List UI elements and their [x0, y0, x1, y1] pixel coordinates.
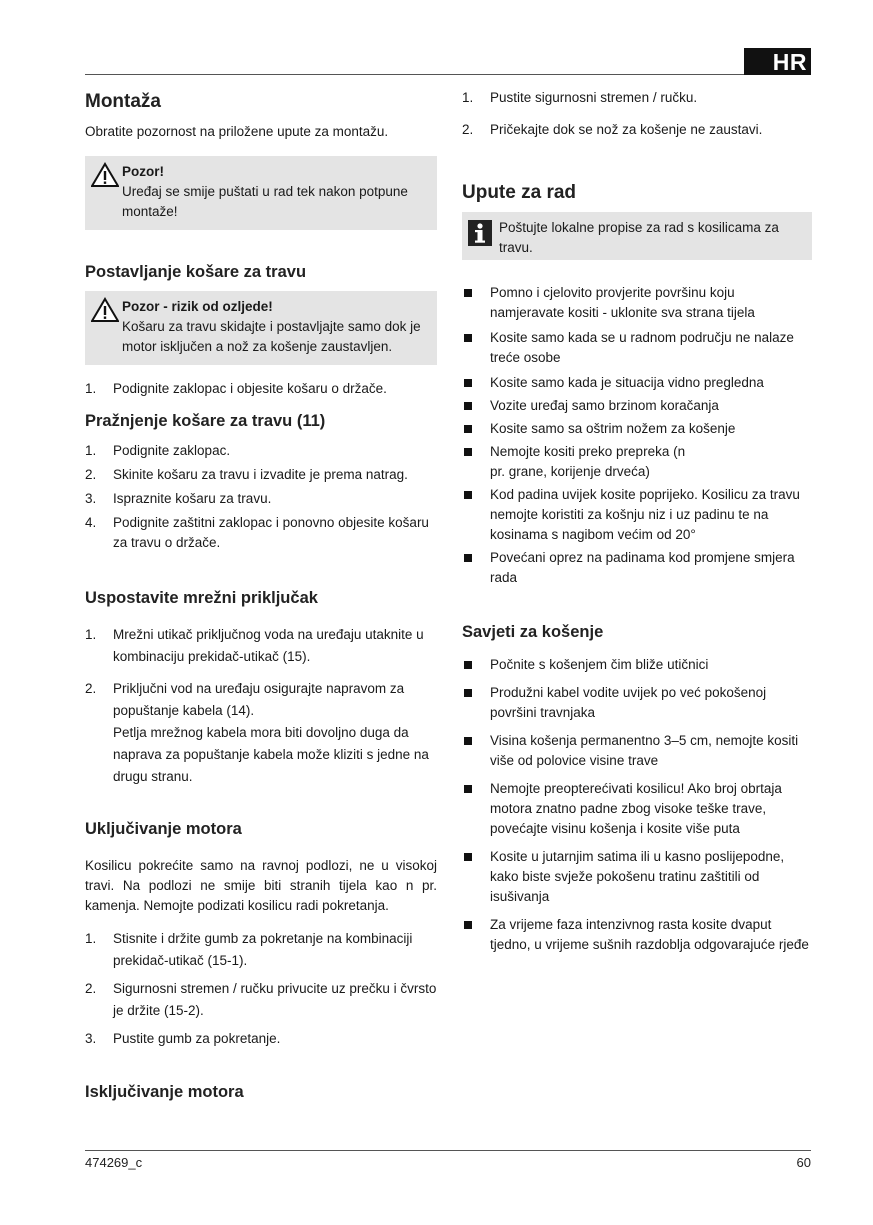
savjeti-bullets [462, 655, 812, 955]
list-item: 1. Mrežni utikač priključnog voda na uređaju utaknite u kombinaciju prekidač-utikač (15). [85, 627, 424, 664]
list-item: 1. Pustite sigurnosni stremen / ručku. [462, 90, 698, 105]
list-item: 2. Priključni vod na uređaju osigurajte napravom za popuštanje kabela (14). Petlja mrežnog kabela mora biti dovoljno duga da naprava za popuštanje kabela može kliziti s jedne na drugu stranu. [85, 681, 429, 784]
list-item: Kosite u jutarnjim satima ili u kasno poslijepodne, kako biste svježe pokošenu tratinu zaštitili od isušivanja [462, 847, 812, 907]
language-tab: HR [744, 48, 811, 75]
list-item: 3. Pustite gumb za pokretanje. [85, 1031, 281, 1046]
warning-text: Uređaj se smije puštati u rad tek nakon potpune montaže! [122, 184, 408, 219]
warning-icon [91, 162, 119, 193]
list-item: 2. Sigurnosni stremen / ručku privucite uz prečku i čvrsto je držite (15-2). [85, 981, 437, 1018]
list-item: 2. Skinite košaru za travu i izvadite je prema natrag. [85, 467, 408, 482]
list-item: Kosite samo sa oštrim nožem za košenje [462, 419, 812, 439]
info-box [462, 212, 812, 260]
footer-rule [85, 1150, 811, 1151]
ukljucivanje-text: Kosilicu pokrećite samo na ravnoj podlozi, ne u visokoj travi. Na podlozi ne smije biti stranih tijela kao n pr. kamenja. Nemojte podizati kosilicu radi pokretanja. [85, 858, 437, 913]
list-item: Kosite samo kada je situacija vidno pregledna [462, 373, 812, 393]
list-item: Vozite uređaj samo brzinom koračanja [462, 396, 812, 416]
warning-text: Košaru za travu skidajte i postavljajte samo dok je motor isključen a nož za košenje zaustavljen. [122, 319, 421, 354]
section-title-ukljucivanje: Uključivanje motora [85, 820, 242, 838]
kosara-steps [85, 379, 437, 399]
list-item: 1. Podignite zaklopac i objesite košaru o držače. [85, 381, 387, 396]
list-item: 4. Podignite zaštitni zaklopac i ponovno objesite košaru za travu o držače. [85, 515, 429, 550]
section-title-savjeti: Savjeti za košenje [462, 623, 604, 641]
section-title-praznjenje: Pražnjenje košare za travu (11) [85, 412, 326, 430]
section-title-iskljucivanje: Isključivanje motora [85, 1083, 244, 1101]
praznjenje-steps [85, 441, 437, 553]
warning-box-kosara [85, 291, 437, 365]
list-item: Nemojte preopterećivati kosilicu! Ako broj obrtaja motora znatno padne zbog visoke teške trave, povećajte visinu košenja i kosite više puta [462, 779, 812, 839]
warning-title: Pozor! [122, 164, 164, 179]
mrezni-steps [85, 624, 437, 788]
list-item: 2. Pričekajte dok se nož za košenje ne zaustavi. [462, 122, 763, 137]
section-title-montaza: Montaža [85, 91, 161, 112]
list-item: 1. Stisnite i držite gumb za pokretanje na kombinaciji prekidač-utikač (15-1). [85, 931, 413, 968]
list-item: Povećani oprez na padinama kod promjene smjera rada [462, 548, 812, 588]
section-title-kosara: Postavljanje košare za travu [85, 263, 307, 281]
section-title-mrezni: Uspostavite mrežni priključak [85, 589, 318, 607]
warning-box-montaza [85, 156, 437, 230]
iskljucivanje-steps [462, 88, 812, 140]
list-item: Kod padina uvijek kosite poprijeko. Kosilicu za travu nemojte koristiti za košnju niz i uz padinu te na kosinama s nagibom većim od 20° [462, 485, 812, 545]
info-text: Poštujte lokalne propise za rad s kosilicama za travu. [499, 220, 779, 255]
warning-title: Pozor - rizik od ozljede! [122, 299, 273, 314]
list-item: Visina košenja permanentno 3–5 cm, nemojte kositi više od polovice visine trave [462, 731, 812, 771]
section-title-upute: Upute za rad [462, 182, 577, 203]
upute-bullets [462, 283, 812, 588]
header-rule [85, 74, 811, 75]
warning-icon [91, 297, 119, 328]
page-number: 60 [796, 1155, 811, 1170]
list-item: Kosite samo kada se u radnom području ne nalaze treće osobe [462, 328, 812, 368]
montaza-text: Obratite pozornost na priložene upute za montažu. [85, 124, 389, 139]
list-item: Nemojte kositi preko prepreka (n pr. grane, korijenje drveća) [462, 442, 690, 482]
doc-code: 474269_c [85, 1155, 143, 1170]
list-item: Produžni kabel vodite uvijek po već pokošenoj površini travnjaka [462, 683, 812, 723]
list-item: 3. Ispraznite košaru za travu. [85, 491, 272, 506]
list-item: Počnite s košenjem čim bliže utičnici [462, 655, 812, 675]
ukljucivanje-steps [85, 928, 437, 1050]
list-item: Pomno i cjelovito provjerite površinu koju namjeravate kositi - uklonite sva strana tijela [462, 283, 812, 323]
info-icon [468, 220, 492, 251]
list-item: Za vrijeme faza intenzivnog rasta kosite dvaput tjedno, u vrijeme sušnih razdoblja odgovarajuće rjeđe [462, 915, 812, 955]
list-item: 1. Podignite zaklopac. [85, 443, 231, 458]
